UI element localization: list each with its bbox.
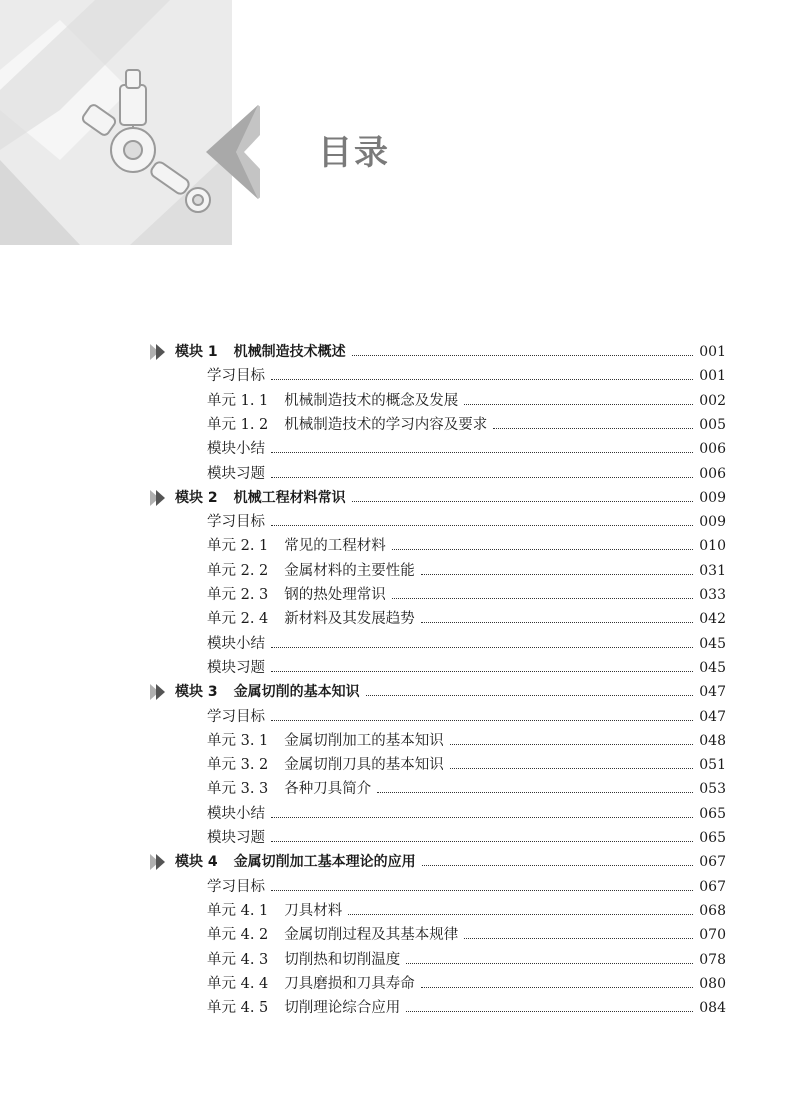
toc-entry-number: 模块 2 bbox=[175, 489, 218, 506]
page-title: 目录 bbox=[318, 133, 390, 173]
toc-entry[interactable] bbox=[207, 632, 726, 656]
play-arrow-icon bbox=[150, 684, 168, 700]
toc-entry[interactable] bbox=[207, 583, 726, 607]
toc-entry-label: 金属切削加工的基本知识 bbox=[284, 732, 444, 749]
dot-leader bbox=[352, 355, 694, 356]
dot-leader bbox=[421, 987, 693, 988]
toc-entry-number: 单元 2. 2 bbox=[207, 562, 269, 579]
toc-entry[interactable] bbox=[207, 753, 726, 777]
play-arrow-icon bbox=[150, 344, 168, 360]
toc-entry-label: 金属切削过程及其基本规律 bbox=[284, 927, 459, 944]
dot-leader bbox=[421, 574, 693, 575]
toc-page-number: 084 bbox=[699, 1000, 726, 1017]
toc-page-number: 078 bbox=[699, 951, 726, 968]
toc-entry[interactable] bbox=[207, 996, 726, 1020]
dot-leader bbox=[271, 379, 693, 380]
dot-leader bbox=[271, 841, 693, 842]
dot-leader bbox=[271, 525, 693, 526]
toc-page-number: 006 bbox=[699, 441, 726, 458]
dot-leader bbox=[377, 792, 693, 793]
dot-leader bbox=[392, 598, 693, 599]
toc-entry-label: 模块小结 bbox=[207, 805, 265, 822]
toc-module-entry[interactable] bbox=[175, 680, 726, 704]
toc-page-number: 053 bbox=[699, 781, 726, 798]
toc-entry-number: 单元 3. 3 bbox=[207, 781, 269, 798]
dot-leader bbox=[348, 914, 693, 915]
toc-entry-number: 单元 3. 2 bbox=[207, 757, 269, 774]
toc-entry-label: 模块习题 bbox=[207, 830, 265, 846]
toc-entry[interactable] bbox=[207, 875, 726, 899]
toc-page-number: 045 bbox=[699, 635, 726, 652]
toc-page-number: 065 bbox=[699, 830, 726, 846]
toc-entry-label: 金属材料的主要性能 bbox=[284, 562, 415, 579]
toc-entry-label: 模块习题 bbox=[207, 659, 265, 676]
toc-module-entry[interactable] bbox=[175, 340, 726, 364]
dot-leader bbox=[271, 452, 693, 453]
dot-leader bbox=[493, 428, 693, 429]
toc-page-number: 068 bbox=[699, 902, 726, 919]
dot-leader bbox=[366, 695, 694, 696]
toc-entry-number: 单元 4. 3 bbox=[207, 951, 269, 968]
toc-entry[interactable] bbox=[207, 534, 726, 558]
dot-leader bbox=[450, 744, 693, 745]
toc-page-number: 010 bbox=[699, 538, 726, 555]
toc-entry[interactable] bbox=[207, 364, 726, 388]
toc-entry-number: 单元 2. 3 bbox=[207, 587, 269, 603]
toc-page-number: 009 bbox=[699, 489, 726, 506]
toc-entry-number: 单元 2. 1 bbox=[207, 538, 269, 555]
toc-entry-label: 刀具磨损和刀具寿命 bbox=[284, 975, 415, 992]
toc-module-entry[interactable] bbox=[175, 850, 726, 874]
dot-leader bbox=[271, 647, 693, 648]
dot-leader bbox=[271, 817, 693, 818]
toc-entry-number: 单元 4. 1 bbox=[207, 902, 269, 919]
toc-page-number: 070 bbox=[699, 927, 726, 944]
toc-page-number: 045 bbox=[699, 659, 726, 676]
toc-entry-label: 切削理论综合应用 bbox=[284, 1000, 401, 1017]
toc-page-number: 033 bbox=[699, 587, 726, 603]
toc-entry-label: 机械制造技术的概念及发展 bbox=[284, 392, 459, 409]
toc-page-number: 047 bbox=[699, 684, 726, 701]
toc-entry[interactable] bbox=[207, 948, 726, 972]
toc-page-number: 001 bbox=[699, 344, 726, 360]
toc-entry-number: 单元 1. 1 bbox=[207, 392, 269, 409]
toc-entry[interactable] bbox=[207, 510, 726, 534]
toc-entry-number: 单元 4. 2 bbox=[207, 927, 269, 944]
toc-entry-label: 切削热和切削温度 bbox=[284, 951, 401, 968]
toc-page-number: 067 bbox=[699, 854, 726, 871]
toc-entry-number: 模块 3 bbox=[175, 684, 218, 701]
toc-page-number: 006 bbox=[699, 465, 726, 482]
play-arrow-icon bbox=[150, 490, 168, 506]
dot-leader bbox=[271, 720, 693, 721]
toc-entry[interactable] bbox=[207, 656, 726, 680]
dot-leader bbox=[450, 768, 693, 769]
toc-page-number: 031 bbox=[699, 562, 726, 579]
toc-entry-label: 钢的热处理常识 bbox=[284, 587, 386, 603]
toc-entry-label: 学习目标 bbox=[207, 514, 265, 531]
toc-entry-number: 模块 1 bbox=[175, 344, 218, 360]
toc-page-number: 067 bbox=[699, 878, 726, 895]
toc-entry[interactable] bbox=[207, 607, 726, 631]
toc-entry-number: 模块 4 bbox=[175, 854, 218, 871]
toc-entry[interactable] bbox=[207, 437, 726, 461]
dot-leader bbox=[271, 477, 693, 478]
toc-page-number: 047 bbox=[699, 708, 726, 725]
toc-entry-label: 模块小结 bbox=[207, 441, 265, 458]
toc-page-number: 002 bbox=[699, 392, 726, 409]
toc-entry[interactable] bbox=[207, 777, 726, 801]
dot-leader bbox=[406, 1011, 693, 1012]
toc-page-number: 009 bbox=[699, 514, 726, 531]
toc-page-number: 051 bbox=[699, 757, 726, 774]
toc-entry[interactable] bbox=[207, 413, 726, 437]
toc-entry-label: 机械制造技术的学习内容及要求 bbox=[284, 416, 488, 433]
toc-entry-label: 金属切削刀具的基本知识 bbox=[284, 757, 444, 774]
toc-module-entry[interactable] bbox=[175, 486, 726, 510]
toc-entry[interactable] bbox=[207, 802, 726, 826]
toc-page-number: 048 bbox=[699, 732, 726, 749]
toc-entry[interactable] bbox=[207, 972, 726, 996]
dot-leader bbox=[406, 963, 693, 964]
toc-entry-label: 金属切削的基本知识 bbox=[233, 684, 360, 701]
toc-entry-number: 单元 4. 4 bbox=[207, 975, 269, 992]
toc-entry[interactable] bbox=[207, 923, 726, 947]
toc-entry-label: 金属切削加工基本理论的应用 bbox=[233, 854, 416, 871]
toc-entry-number: 单元 4. 5 bbox=[207, 1000, 269, 1017]
toc-entry[interactable] bbox=[207, 705, 726, 729]
dot-leader bbox=[421, 622, 693, 623]
dot-leader bbox=[422, 865, 694, 866]
dot-leader bbox=[464, 404, 693, 405]
toc-entry-label: 模块小结 bbox=[207, 635, 265, 652]
toc-page-number: 042 bbox=[699, 611, 726, 628]
toc-entry[interactable] bbox=[207, 389, 726, 413]
toc-entry-label: 机械制造技术概述 bbox=[233, 344, 346, 360]
header-decoration bbox=[0, 0, 260, 245]
toc-entry-label: 模块习题 bbox=[207, 465, 265, 482]
toc-entry-label: 学习目标 bbox=[207, 368, 265, 385]
toc-entry-label: 机械工程材料常识 bbox=[233, 489, 346, 506]
dot-leader bbox=[464, 938, 693, 939]
toc-entry[interactable] bbox=[207, 462, 726, 486]
toc-entry-label: 常见的工程材料 bbox=[284, 538, 386, 555]
toc-page-number: 065 bbox=[699, 805, 726, 822]
toc-entry[interactable] bbox=[207, 826, 726, 850]
toc-entry-number: 单元 1. 2 bbox=[207, 416, 269, 433]
dot-leader bbox=[271, 890, 693, 891]
toc-page-number: 001 bbox=[699, 368, 726, 385]
toc-entry[interactable] bbox=[207, 559, 726, 583]
toc-entry[interactable] bbox=[207, 729, 726, 753]
toc-entry-label: 学习目标 bbox=[207, 878, 265, 895]
toc-entry-number: 单元 2. 4 bbox=[207, 611, 269, 628]
toc-entry-number: 单元 3. 1 bbox=[207, 732, 269, 749]
dot-leader bbox=[271, 671, 693, 672]
toc-entry-label: 新材料及其发展趋势 bbox=[284, 611, 415, 628]
dot-leader bbox=[352, 501, 694, 502]
toc-entry-label: 各种刀具简介 bbox=[284, 781, 372, 798]
toc-entry-label: 学习目标 bbox=[207, 708, 265, 725]
dot-leader bbox=[392, 549, 693, 550]
toc-entry-label: 刀具材料 bbox=[284, 902, 343, 919]
toc-entry[interactable] bbox=[207, 899, 726, 923]
play-arrow-icon bbox=[150, 854, 168, 870]
toc-page-number: 005 bbox=[699, 416, 726, 433]
toc-page-number: 080 bbox=[699, 975, 726, 992]
